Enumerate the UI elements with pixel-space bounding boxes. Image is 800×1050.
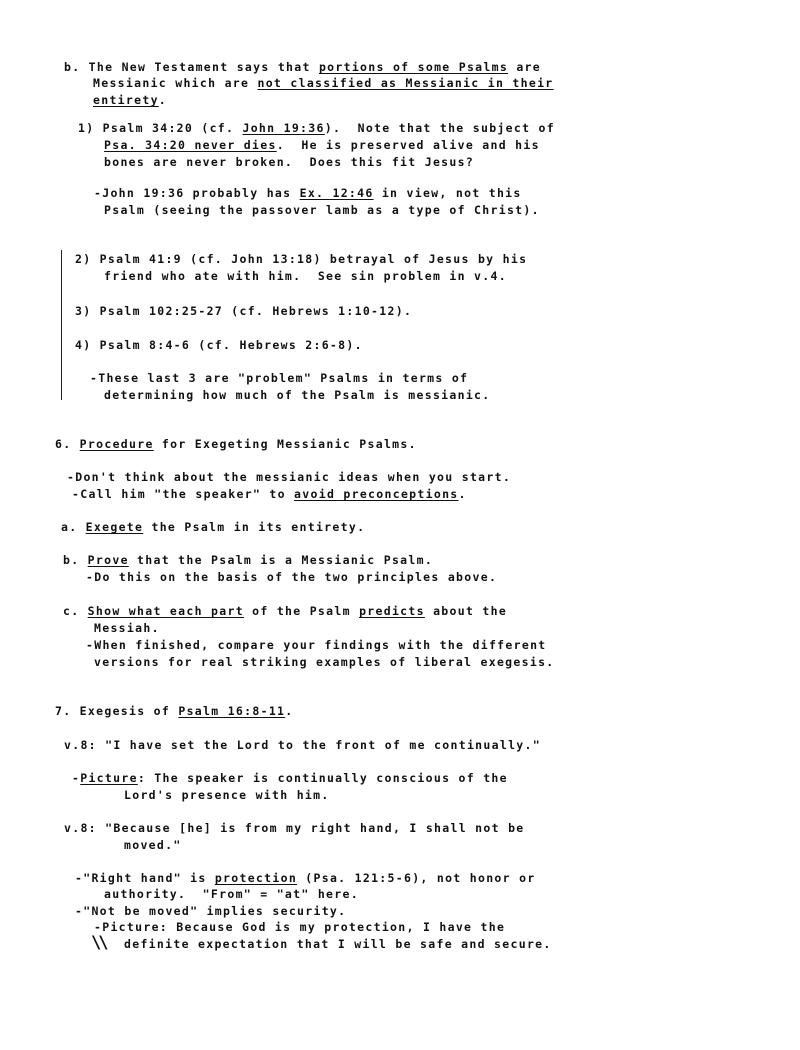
s7-picture-2-line-2: definite expectation that I will be safe and secure. — [124, 937, 552, 951]
item2-line-1: 2) Psalm 41:9 (cf. John 13:18) betrayal of Jesus by his — [75, 252, 528, 266]
handwritten-check-mark-icon: \\ — [91, 933, 106, 953]
text: that the Psalm is a Messianic Psalm. — [128, 553, 434, 567]
s6-item-c-3: -When finished, compare your findings with the different — [86, 638, 547, 652]
s7-right-hand-2: authority. "From" = "at" here. — [104, 887, 359, 901]
margin-bracket-line — [61, 250, 62, 400]
text: in view, not this — [373, 186, 522, 200]
text: of the Psalm — [243, 604, 360, 618]
text: Messianic which are — [93, 76, 258, 90]
underlined-text: John 19:36 — [242, 121, 325, 135]
text: . — [458, 487, 467, 501]
underlined-text: entirety — [93, 93, 159, 107]
b-line-3 — [93, 93, 167, 107]
underlined-text: Exegete — [85, 520, 144, 534]
section-7-heading — [55, 704, 294, 718]
text: 6. — [55, 437, 80, 451]
text: ). Note that the subject of — [324, 121, 555, 135]
item1-line-2 — [104, 138, 540, 152]
underlined-text: avoid preconceptions — [294, 487, 459, 501]
s6-note-1: -Don't think about the messianic ideas when you start. — [67, 470, 512, 484]
s6-item-c-4: versions for real striking examples of liberal exegesis. — [94, 655, 555, 669]
text: b. The New Testament says that — [64, 60, 319, 74]
s7-picture-2-line-1: -Picture: Because God is my protection, I have the — [94, 920, 506, 934]
text: are — [508, 60, 541, 74]
b-line-2 — [93, 76, 554, 90]
s7-not-moved: -"Not be moved" implies security. — [75, 904, 347, 918]
underlined-text: Picture — [80, 771, 138, 785]
text: a. — [61, 520, 86, 534]
underlined-text: Prove — [87, 553, 129, 567]
problem-note-1: -These last 3 are "problem" Psalms in terms of — [90, 371, 469, 385]
s6-item-b — [63, 553, 433, 567]
text: . — [285, 704, 294, 718]
s7-v8b-line-1: v.8: "Because [he] is from my right hand, I shall not be — [64, 821, 525, 835]
item1-line-1 — [78, 121, 555, 135]
item1-note-2: Psalm (seeing the passover lamb as a type of Christ). — [104, 203, 540, 217]
underlined-text: Procedure — [79, 437, 154, 451]
item1-note-1 — [94, 186, 522, 200]
text: (Psa. 121:5-6), not honor or — [297, 871, 536, 885]
text: - — [72, 771, 81, 785]
s6-item-b-note: -Do this on the basis of the two principles above. — [86, 570, 498, 584]
item1-line-3: bones are never broken. Does this fit Jesus? — [104, 155, 475, 169]
s6-item-c-1 — [63, 604, 507, 618]
s7-picture-1 — [72, 771, 508, 785]
text: c. — [63, 604, 88, 618]
s6-note-2 — [72, 487, 467, 501]
text: b. — [63, 553, 88, 567]
underlined-text: protection — [214, 871, 298, 885]
underlined-text: predicts — [359, 604, 425, 618]
s7-picture-1-line-2: Lord's presence with him. — [124, 788, 330, 802]
text: . He is preserved alive and his — [276, 138, 540, 152]
underlined-text: portions of some Psalms — [318, 60, 509, 74]
item4-line-1: 4) Psalm 8:4-6 (cf. Hebrews 2:6-8). — [75, 338, 363, 352]
s6-item-a — [61, 520, 365, 534]
section-6-heading — [55, 437, 417, 451]
underlined-text: Psalm 16:8-11 — [178, 704, 286, 718]
text: : The speaker is continually conscious of the — [137, 771, 508, 785]
text: -Call him "the speaker" to — [72, 487, 295, 501]
text: -John 19:36 probably has — [94, 186, 300, 200]
problem-note-2: determining how much of the Psalm is messianic. — [104, 388, 491, 402]
underlined-text: Psa. 34:20 never dies — [104, 138, 277, 152]
text: about the — [424, 604, 508, 618]
underlined-text: not classified as Messianic in their — [257, 76, 554, 90]
underlined-text: Show what each part — [87, 604, 244, 618]
s7-v8b-line-2: moved." — [124, 838, 182, 852]
underlined-text: Ex. 12:46 — [299, 186, 374, 200]
text: 7. Exegesis of — [55, 704, 179, 718]
s7-right-hand-1 — [75, 871, 536, 885]
text: . — [158, 93, 168, 107]
item2-line-2: friend who ate with him. See sin problem in v.4. — [104, 269, 507, 283]
text: 1) Psalm 34:20 (cf. — [78, 121, 243, 135]
s6-item-c-2: Messiah. — [94, 621, 160, 635]
text: for Exegeting Messianic Psalms. — [153, 437, 417, 451]
text: the Psalm in its entirety. — [143, 520, 366, 534]
b-line-1 — [64, 60, 541, 74]
text: -"Right hand" is — [75, 871, 215, 885]
item3-line-1: 3) Psalm 102:25-27 (cf. Hebrews 1:10-12). — [75, 304, 413, 318]
s7-v8-line: v.8: "I have set the Lord to the front of me continually." — [64, 738, 541, 752]
